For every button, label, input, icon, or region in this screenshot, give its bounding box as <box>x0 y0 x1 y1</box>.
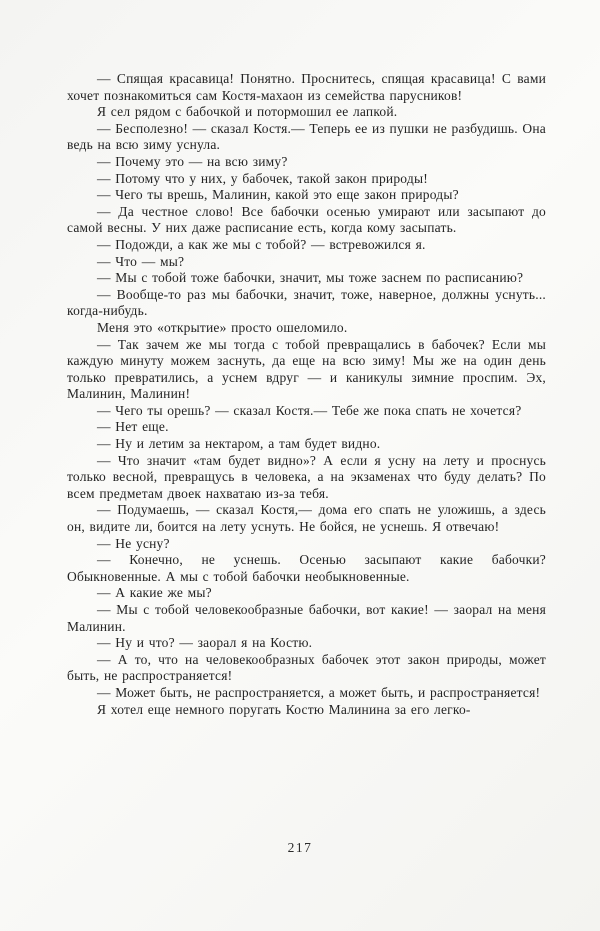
paragraph: Я сел рядом с бабочкой и потормошил ее лапкой. <box>97 104 398 120</box>
paragraph: — Что — мы? <box>97 253 185 269</box>
text-block <box>67 71 546 718</box>
paragraph: Меня это «открытие» просто ошеломило. <box>97 319 348 335</box>
paragraph: — Почему это — на всю зиму? <box>97 153 288 169</box>
paragraph: — Что значит «там будет видно»? А если я усну на лету и проснусь только весной, превращусь в человека, а на экзаменах что буду делать? По всем предметам двоек нахватаю из-за тебя. <box>67 452 546 501</box>
paragraph: — Конечно, не уснешь. Осенью засыпают какие бабочки? Обыкновенные. А мы с тобой бабочки необыкновенные. <box>67 552 546 584</box>
paragraph: — Мы с тобой тоже бабочки, значит, мы тоже заснем по расписанию? <box>97 270 524 286</box>
paragraph: — Так зачем же мы тогда с тобой превращались в бабочек? Если мы каждую минуту можем заснуть, да еще на всю зиму! Мы же на один день только превратились, а уснем вдруг — и каникулы зимние проспим. Эх, Малинин, Малинин! <box>67 336 546 402</box>
paragraph: — Чего ты орешь? — сказал Костя.— Тебе же пока спать не хочется? <box>97 402 522 418</box>
paragraph: — Подожди, а как же мы с тобой? — встревожился я. <box>97 236 426 252</box>
paragraph: — Чего ты врешь, Малинин, какой это еще закон природы? <box>97 187 459 203</box>
paragraph: — Нет еще. <box>97 419 169 435</box>
paragraph: — Да честное слово! Все бабочки осенью умирают или засыпают до самой весны. У них даже расписание есть, когда кому засыпать. <box>67 203 546 236</box>
paragraph: — Потому что у них, у бабочек, такой закон природы! <box>97 170 428 186</box>
paragraph: — Спящая красавица! Понятно. Проснитесь, спящая красавица! С вами хочет познакомиться сам Костя-махаон из семейства парусников! <box>67 71 546 103</box>
page-number: 217 <box>287 840 313 855</box>
paragraph: — Ну и что? — заорал я на Костю. <box>97 635 313 651</box>
paragraph: — Бесполезно! — сказал Костя.— Теперь ее из пушки не разбудишь. Она ведь на всю зиму уснула. <box>67 120 546 153</box>
paragraph: — Ну и летим за нектаром, а там будет видно. <box>97 436 381 452</box>
paragraph: — Вообще-то раз мы бабочки, значит, тоже, наверное, должны уснуть... когда-нибудь. <box>67 286 546 319</box>
paragraph: — Подумаешь, — сказал Костя,— дома его спать не уложишь, а здесь он, видите ли, боится на лету уснуть. Не бойся, не уснешь. Я отвечаю! <box>67 502 546 535</box>
paragraph: — А какие же мы? <box>97 585 212 601</box>
paragraph: — А то, что на человекообразных бабочек этот закон природы, может быть, не распространяется! <box>67 651 546 684</box>
paragraph: — Не усну? <box>97 535 170 551</box>
paragraph: — Мы с тобой человекообразные бабочки, вот какие! — заорал на меня Малинин. <box>67 602 546 634</box>
paragraph: — Может быть, не распространяется, а может быть, и распространяется! <box>97 684 541 700</box>
paragraph: Я хотел еще немного поругать Костю Малинина за его легко- <box>97 701 471 717</box>
